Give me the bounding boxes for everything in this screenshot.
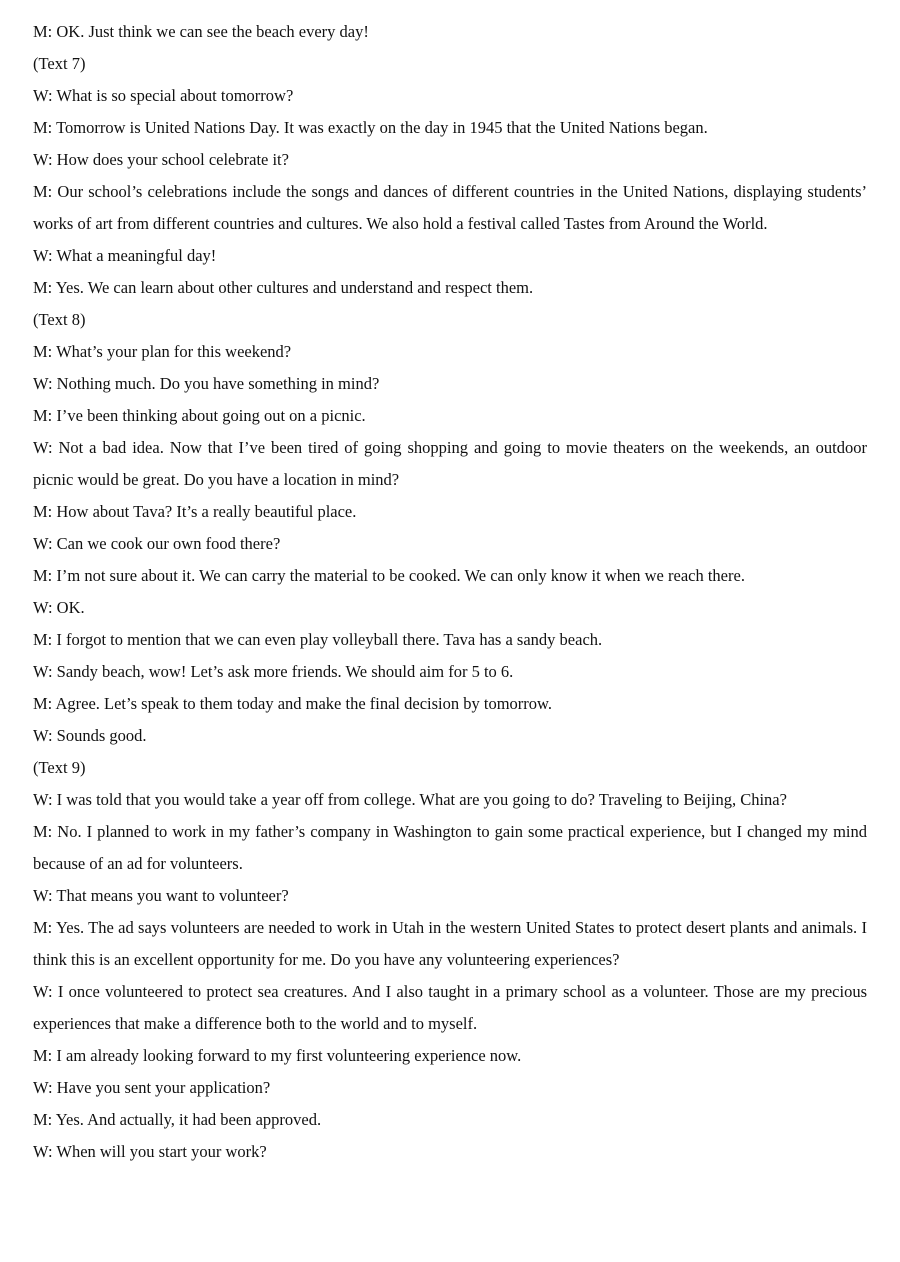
dialogue-line: M: I am already looking forward to my first volunteering experience now. — [33, 1046, 522, 1065]
dialogue-line: M: Yes. The ad says volunteers are needed to work in Utah in the western United States to protect desert plants and animals. I think this is an excellent opportunity for me. Do you have any volunteering experiences? — [33, 918, 867, 969]
dialogue-line: W: Sandy beach, wow! Let’s ask more friends. We should aim for 5 to 6. — [33, 662, 514, 681]
dialogue-line: W: How does your school celebrate it? — [33, 150, 289, 169]
dialogue-line: W: OK. — [33, 598, 85, 617]
dialogue-line: M: I’ve been thinking about going out on a picnic. — [33, 406, 366, 425]
dialogue-line: M: What’s your plan for this weekend? — [33, 342, 292, 361]
dialogue-line: W: When will you start your work? — [33, 1142, 267, 1161]
section-heading-text-7: (Text 7) — [33, 54, 86, 73]
dialogue-line: W: Not a bad idea. Now that I’ve been tired of going shopping and going to movie theaters on the weekends, an outdoor picnic would be great. Do you have a location in mind? — [33, 438, 867, 489]
dialogue-line: M: No. I planned to work in my father’s company in Washington to gain some practical experience, but I changed my mind because of an ad for volunteers. — [33, 822, 867, 873]
dialogue-line: M: Tomorrow is United Nations Day. It was exactly on the day in 1945 that the United Nations began. — [33, 118, 708, 137]
dialogue-line: W: I was told that you would take a year off from college. What are you going to do? Traveling to Beijing, China? — [33, 790, 787, 809]
dialogue-line: M: Our school’s celebrations include the songs and dances of different countries in the United Nations, displaying students’ works of art from different countries and cultures. We also hold a festival called Tastes from Around the World. — [33, 182, 867, 233]
dialogue-line: W: What is so special about tomorrow? — [33, 86, 294, 105]
dialogue-line: W: Have you sent your application? — [33, 1078, 271, 1097]
dialogue-line: M: I’m not sure about it. We can carry the material to be cooked. We can only know it when we reach there. — [33, 566, 745, 585]
section-heading-text-9: (Text 9) — [33, 758, 86, 777]
dialogue-line: M: Agree. Let’s speak to them today and make the final decision by tomorrow. — [33, 694, 553, 713]
dialogue-line: M: How about Tava? It’s a really beautiful place. — [33, 502, 357, 521]
section-heading-text-8: (Text 8) — [33, 310, 86, 329]
dialogue-line: M: Yes. And actually, it had been approved. — [33, 1110, 322, 1129]
dialogue-line: W: Can we cook our own food there? — [33, 534, 281, 553]
dialogue-line: W: That means you want to volunteer? — [33, 886, 289, 905]
dialogue-line: W: Nothing much. Do you have something in mind? — [33, 374, 380, 393]
dialogue-line: W: Sounds good. — [33, 726, 147, 745]
dialogue-line: W: What a meaningful day! — [33, 246, 217, 265]
dialogue-line: M: I forgot to mention that we can even play volleyball there. Tava has a sandy beach. — [33, 630, 603, 649]
dialogue-line: W: I once volunteered to protect sea creatures. And I also taught in a primary school as a volunteer. Those are my precious experiences that make a difference both to the world and to myself. — [33, 982, 867, 1033]
dialogue-line: M: OK. Just think we can see the beach every day! — [33, 22, 369, 41]
dialogue-line: M: Yes. We can learn about other cultures and understand and respect them. — [33, 278, 534, 297]
transcript-document — [33, 16, 867, 1168]
